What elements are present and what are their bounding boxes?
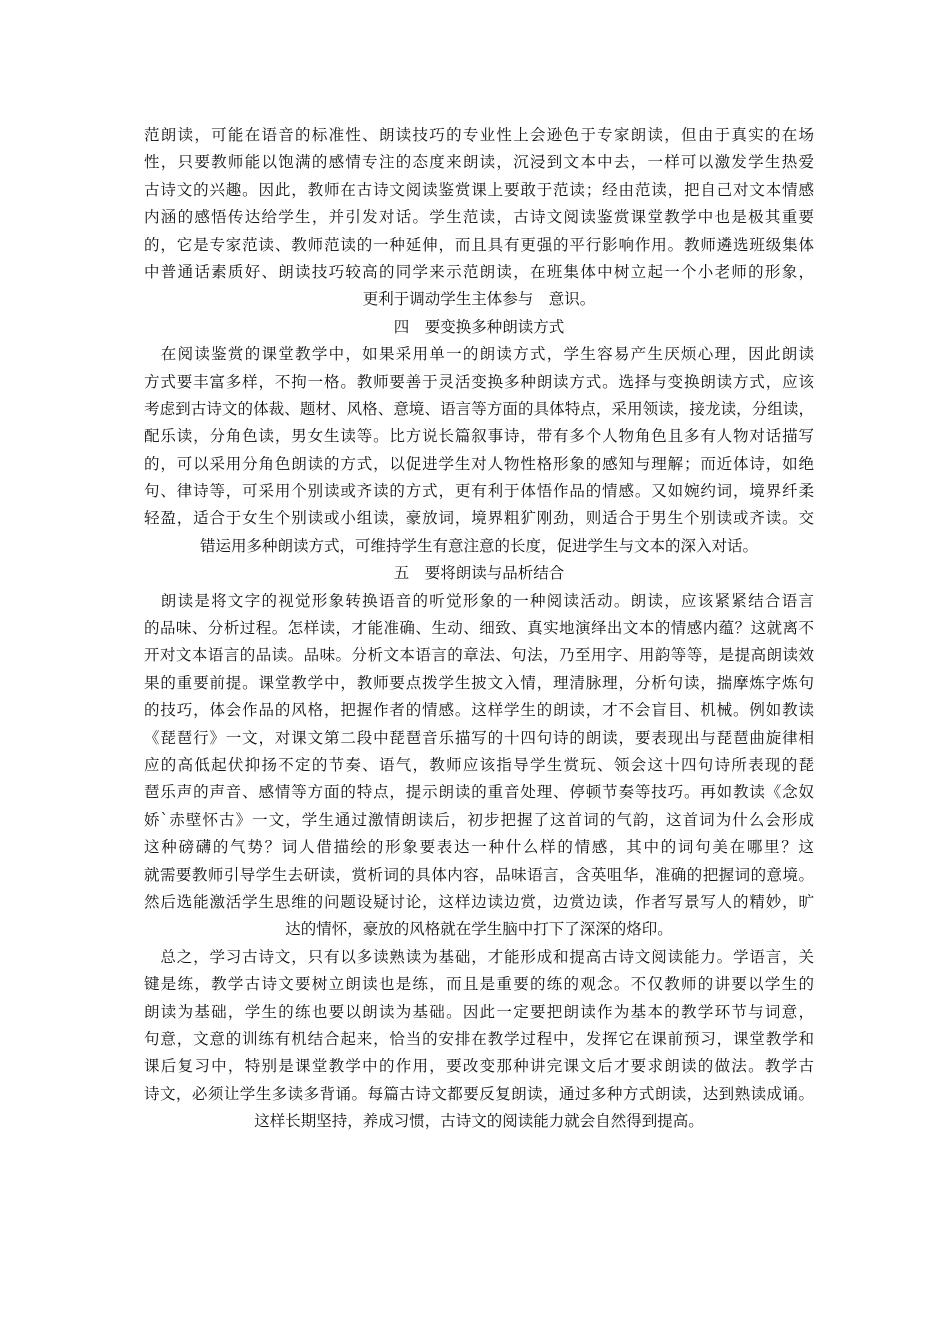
paragraph-line: 方式要丰富多样，不拘一格。教师要善于灵活变换多种朗读方式。选择与变换朗读方式，应该: [144, 372, 814, 391]
paragraph-line: 的，它是专家范读、教师范读的一种延伸，而且具有更强的平行影响作用。教师遴选班级集体: [144, 235, 814, 254]
paragraph-line: 朗读是将文字的视觉形象转换语音的听觉形象的一种阅读活动。朗读，应该紧紧结合语言: [144, 591, 814, 610]
paragraph-line: 古诗文的兴趣。因此，教师在古诗文阅读鉴赏课上要敢于范读；经由范读，把自己对文本情感: [144, 180, 814, 199]
paragraph-line: 《琵琶行》一文，对课文第二段中琵琶音乐描写的十四句诗的朗读，要表现出与琵琶曲旋律相: [144, 728, 814, 747]
paragraph-line: 在阅读鉴赏的课堂教学中，如果采用单一的朗读方式，学生容易产生厌烦心理，因此朗读: [144, 345, 814, 364]
paragraph-line: 配乐读，分角色读，男女生读等。比方说长篇叙事诗，带有多个人物角色且多有人物对话描写: [144, 427, 814, 446]
section-heading: 五 要将朗读与品析结合: [393, 564, 565, 583]
paragraph-line: 然后选能激活学生思维的问题设疑讨论，这样边读边赏，边赏边读，作者写景写人的精妙，旷: [144, 892, 814, 911]
paragraph-line: 开对文本语言的品读。品味。分析文本语言的章法、句法，乃至用字、用韵等等，是提高朗读效: [144, 646, 814, 665]
paragraph-line: 果的重要前提。课堂教学中，教师要点拨学生披文入情，理清脉理，分析句读，揣摩炼字炼句: [144, 673, 814, 692]
paragraph-line: 内涵的感悟传达给学生，并引发对话。学生范读，古诗文阅读鉴赏课堂教学中也是极其重要: [144, 208, 814, 227]
paragraph-line: 句意，文意的训练有机结合起来，恰当的安排在教学过程中，发挥它在课前预习，课堂教学和: [144, 1029, 814, 1048]
paragraph-line: 的，可以采用分角色朗读的方式，以促进学生对人物性格形象的感知与理解；而近体诗，如绝: [144, 454, 814, 473]
paragraph-line: 应的高低起伏抑扬不定的节奏、语气，教师应该指导学生赏玩、领会这十四句诗所表现的琵: [144, 755, 814, 774]
section-heading: 四 要变换多种朗读方式: [393, 317, 565, 336]
paragraph-line: 范朗读，可能在语音的标准性、朗读技巧的专业性上会逊色于专家朗读，但由于真实的在场: [144, 126, 814, 144]
paragraph-line: 考虑到古诗文的体裁、题材、风格、意境、语言等方面的具体特点，采用领读，接龙读，分组读，: [144, 399, 814, 418]
paragraph-line: 中普通话素质好、朗读技巧较高的同学来示范朗读，在班集体中树立起一个小老师的形象，: [144, 262, 814, 281]
paragraph-last-line: 达的情怀，豪放的风格就在学生脑中打下了深深的烙印。: [285, 920, 673, 939]
paragraph-line: 朗读为基础，学生的练也要以朗读为基础。因此一定要把朗读作为基本的教学环节与词意，: [144, 1002, 814, 1021]
paragraph-line: 句、律诗等，可采用个别读或齐读的方式，更有利于体悟作品的情感。又如婉约词，境界纤柔: [144, 482, 814, 501]
paragraph-line: 诗文，必须让学生多读多背诵。每篇古诗文都要反复朗读，通过多种方式朗读，达到熟读成诵。: [144, 1084, 814, 1103]
paragraph-line: 的品味、分析过程。怎样读，才能准确、生动、细致、真实地演绎出文本的情感内蕴？这就离不: [144, 619, 814, 638]
paragraph-line: 总之，学习古诗文，只有以多读熟读为基础，才能形成和提高古诗文阅读能力。学语言，关: [144, 947, 814, 966]
paragraph-last-line: 更利于调动学生主体参与 意识。: [362, 290, 596, 309]
paragraph-last-line: 错运用多种朗读方式，可维持学生有意注意的长度，促进学生与文本的深入对话。: [199, 536, 758, 555]
paragraph-line: 性，只要教师能以饱满的感情专注的态度来朗读，沉浸到文本中去，一样可以激发学生热爱: [144, 153, 814, 172]
paragraph-line: 娇`赤壁怀古》一文，学生通过激情朗读后，初步把握了这首词的气韵，这首词为什么会形成: [144, 810, 814, 829]
paragraph-line: 这种磅礴的气势？词人借描绘的形象要表达一种什么样的情感，其中的词句美在哪里？这: [144, 838, 814, 857]
paragraph-line: 键是练，教学古诗文要树立朗读也是练，而且是重要的练的观念。不仅教师的讲要以学生的: [144, 975, 814, 994]
paragraph-line: 课后复习中，特别是课堂教学中的作用，要改变那种讲完课文后才要求朗读的做法。教学古: [144, 1057, 814, 1076]
paragraph-line: 就需要教师引导学生去研读，赏析词的具体内容，品味语言，含英咀华，准确的把握词的意境。: [144, 865, 814, 884]
document-body: [144, 122, 814, 1135]
paragraph-line: 的技巧，体会作品的风格，把握作者的情感。这样学生的朗读，才不会盲目、机械。例如教读: [144, 701, 814, 720]
paragraph-line: 轻盈，适合于女生个别读或小组读，豪放词，境界粗犷刚劲，则适合于男生个别读或齐读。交: [144, 509, 814, 528]
paragraph-last-line: 这样长期坚持，养成习惯，古诗文的阅读能力就会自然得到提高。: [254, 1112, 704, 1131]
paragraph-line: 琶乐声的声音、感情等方面的特点，提示朗读的重音处理、停顿节奏等技巧。再如教读《念奴: [144, 783, 814, 802]
